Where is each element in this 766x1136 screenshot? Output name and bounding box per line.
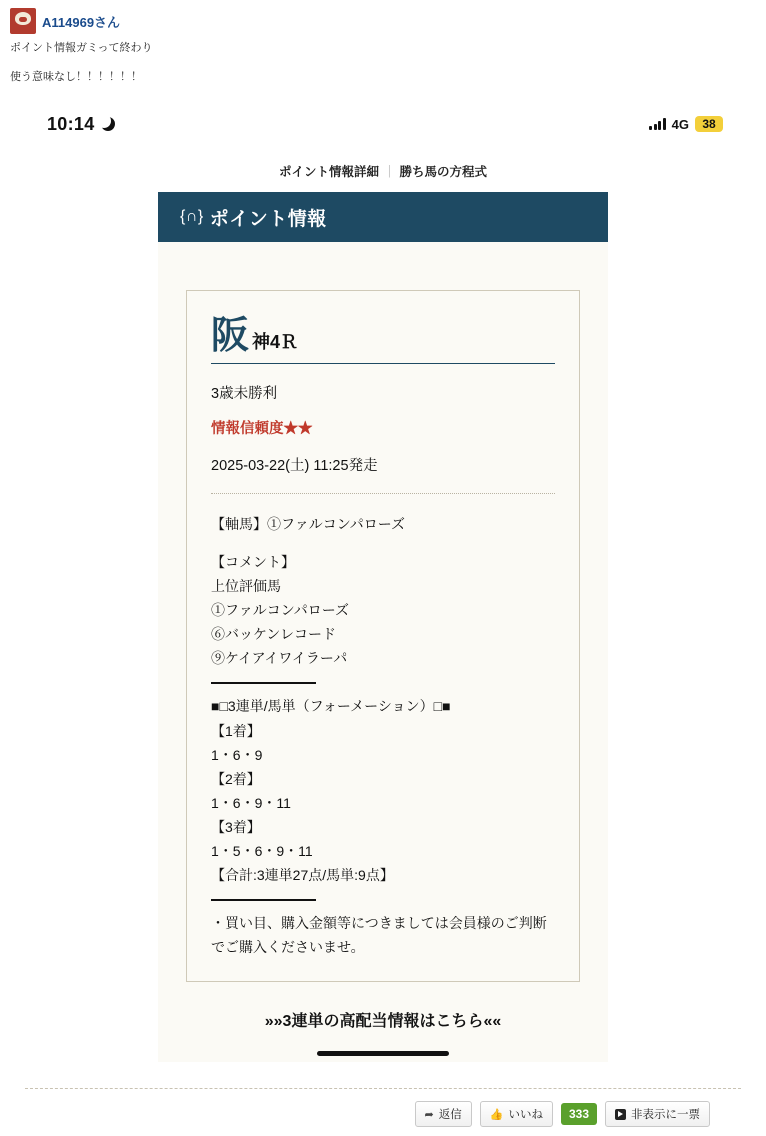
status-bar: [25, 104, 741, 144]
screenshot-bottom-edge: [25, 1088, 741, 1089]
bet-position-value: 1・6・9・11: [211, 794, 291, 811]
purchase-disclaimer: ・買い目、購入金額等につきましては会員様のご判断でご購入くださいませ。: [211, 915, 547, 956]
network-type-label: 4G: [671, 116, 689, 132]
bet-type-heading: ■□3連単/馬単（フォーメーション）□■: [211, 698, 451, 715]
race-class: 3歳未勝利: [211, 386, 278, 402]
race-info-card: [186, 290, 580, 982]
hide-vote-button[interactable]: [605, 1101, 710, 1127]
site-name: 勝ち馬の方程式: [399, 165, 488, 179]
bet-position-label: 【1着】: [211, 722, 261, 739]
battery-percent-badge: 38: [695, 116, 723, 132]
status-clock: 10:14: [47, 113, 95, 134]
post-body-line-2: 使う意味なし！！！！！！: [10, 70, 142, 83]
bet-total: 【合計:3連単27点/馬単:9点】: [211, 867, 394, 884]
spacer: [211, 536, 555, 550]
hide-vote-icon: [615, 1109, 626, 1120]
divider-dotted: [211, 493, 555, 494]
reliability-rating: 情報信頼度★★: [211, 421, 313, 437]
comment-subheading: 上位評価馬: [211, 578, 281, 595]
like-count-badge: 333: [561, 1103, 597, 1125]
post-body-line-1: ポイント情報ガミって終わり: [10, 42, 153, 54]
bet-position-label: 【2着】: [211, 770, 261, 787]
horse-item: ①ファルコンパローズ: [211, 602, 350, 619]
post-username[interactable]: A114969さん: [42, 14, 121, 30]
status-bar-right: [649, 116, 723, 132]
post-header: [0, 0, 766, 34]
like-label: いいね: [508, 1109, 543, 1121]
app-content: [158, 192, 608, 1062]
signal-bars-icon: [649, 118, 666, 130]
reply-button[interactable]: [415, 1101, 472, 1127]
embedded-phone-screenshot: [25, 104, 741, 1089]
bet-position-value: 1・6・9: [211, 746, 263, 763]
race-header: [211, 317, 555, 364]
bet-position-value: 1・5・6・9・11: [211, 842, 313, 859]
divider-rule: [211, 899, 316, 901]
thumbs-up-icon: 👍: [489, 1108, 504, 1121]
comment-heading: 【コメント】: [211, 554, 295, 571]
post-time: 2025-03-22(土) 11:25発走: [211, 458, 378, 474]
race-course-name: 阪: [211, 315, 250, 357]
like-button[interactable]: [480, 1101, 553, 1127]
horse-item: ⑥バッケンレコード: [211, 626, 336, 643]
divider-rule: [211, 682, 316, 684]
user-avatar-icon[interactable]: [10, 8, 36, 34]
home-indicator: [317, 1051, 449, 1056]
app-header-title: ポイント情報: [209, 208, 327, 230]
page-title-separator: ｜: [382, 165, 396, 179]
race-number-label: 神4Ｒ: [252, 332, 299, 352]
page-title-text: ポイント情報詳細: [278, 165, 379, 179]
post-action-bar: [0, 1092, 766, 1136]
app-header: [158, 192, 608, 242]
reply-label: 返信: [438, 1109, 462, 1121]
reply-arrow-icon: ➦: [424, 1108, 434, 1121]
bet-position-label: 【3着】: [211, 818, 261, 835]
page-title: [25, 144, 741, 192]
horse-item: ⑨ケイアイワイラーパ: [211, 650, 348, 667]
status-bar-left: [47, 114, 115, 135]
crescent-moon-icon: [101, 117, 115, 131]
hide-vote-label: 非表示に一票: [631, 1109, 700, 1121]
promo-link[interactable]: »»3連単の高配当情報はこちら««: [264, 1013, 502, 1031]
axis-horse: 【軸馬】①ファルコンパローズ: [211, 516, 406, 532]
brand-mark-icon: {∩}: [180, 208, 204, 225]
